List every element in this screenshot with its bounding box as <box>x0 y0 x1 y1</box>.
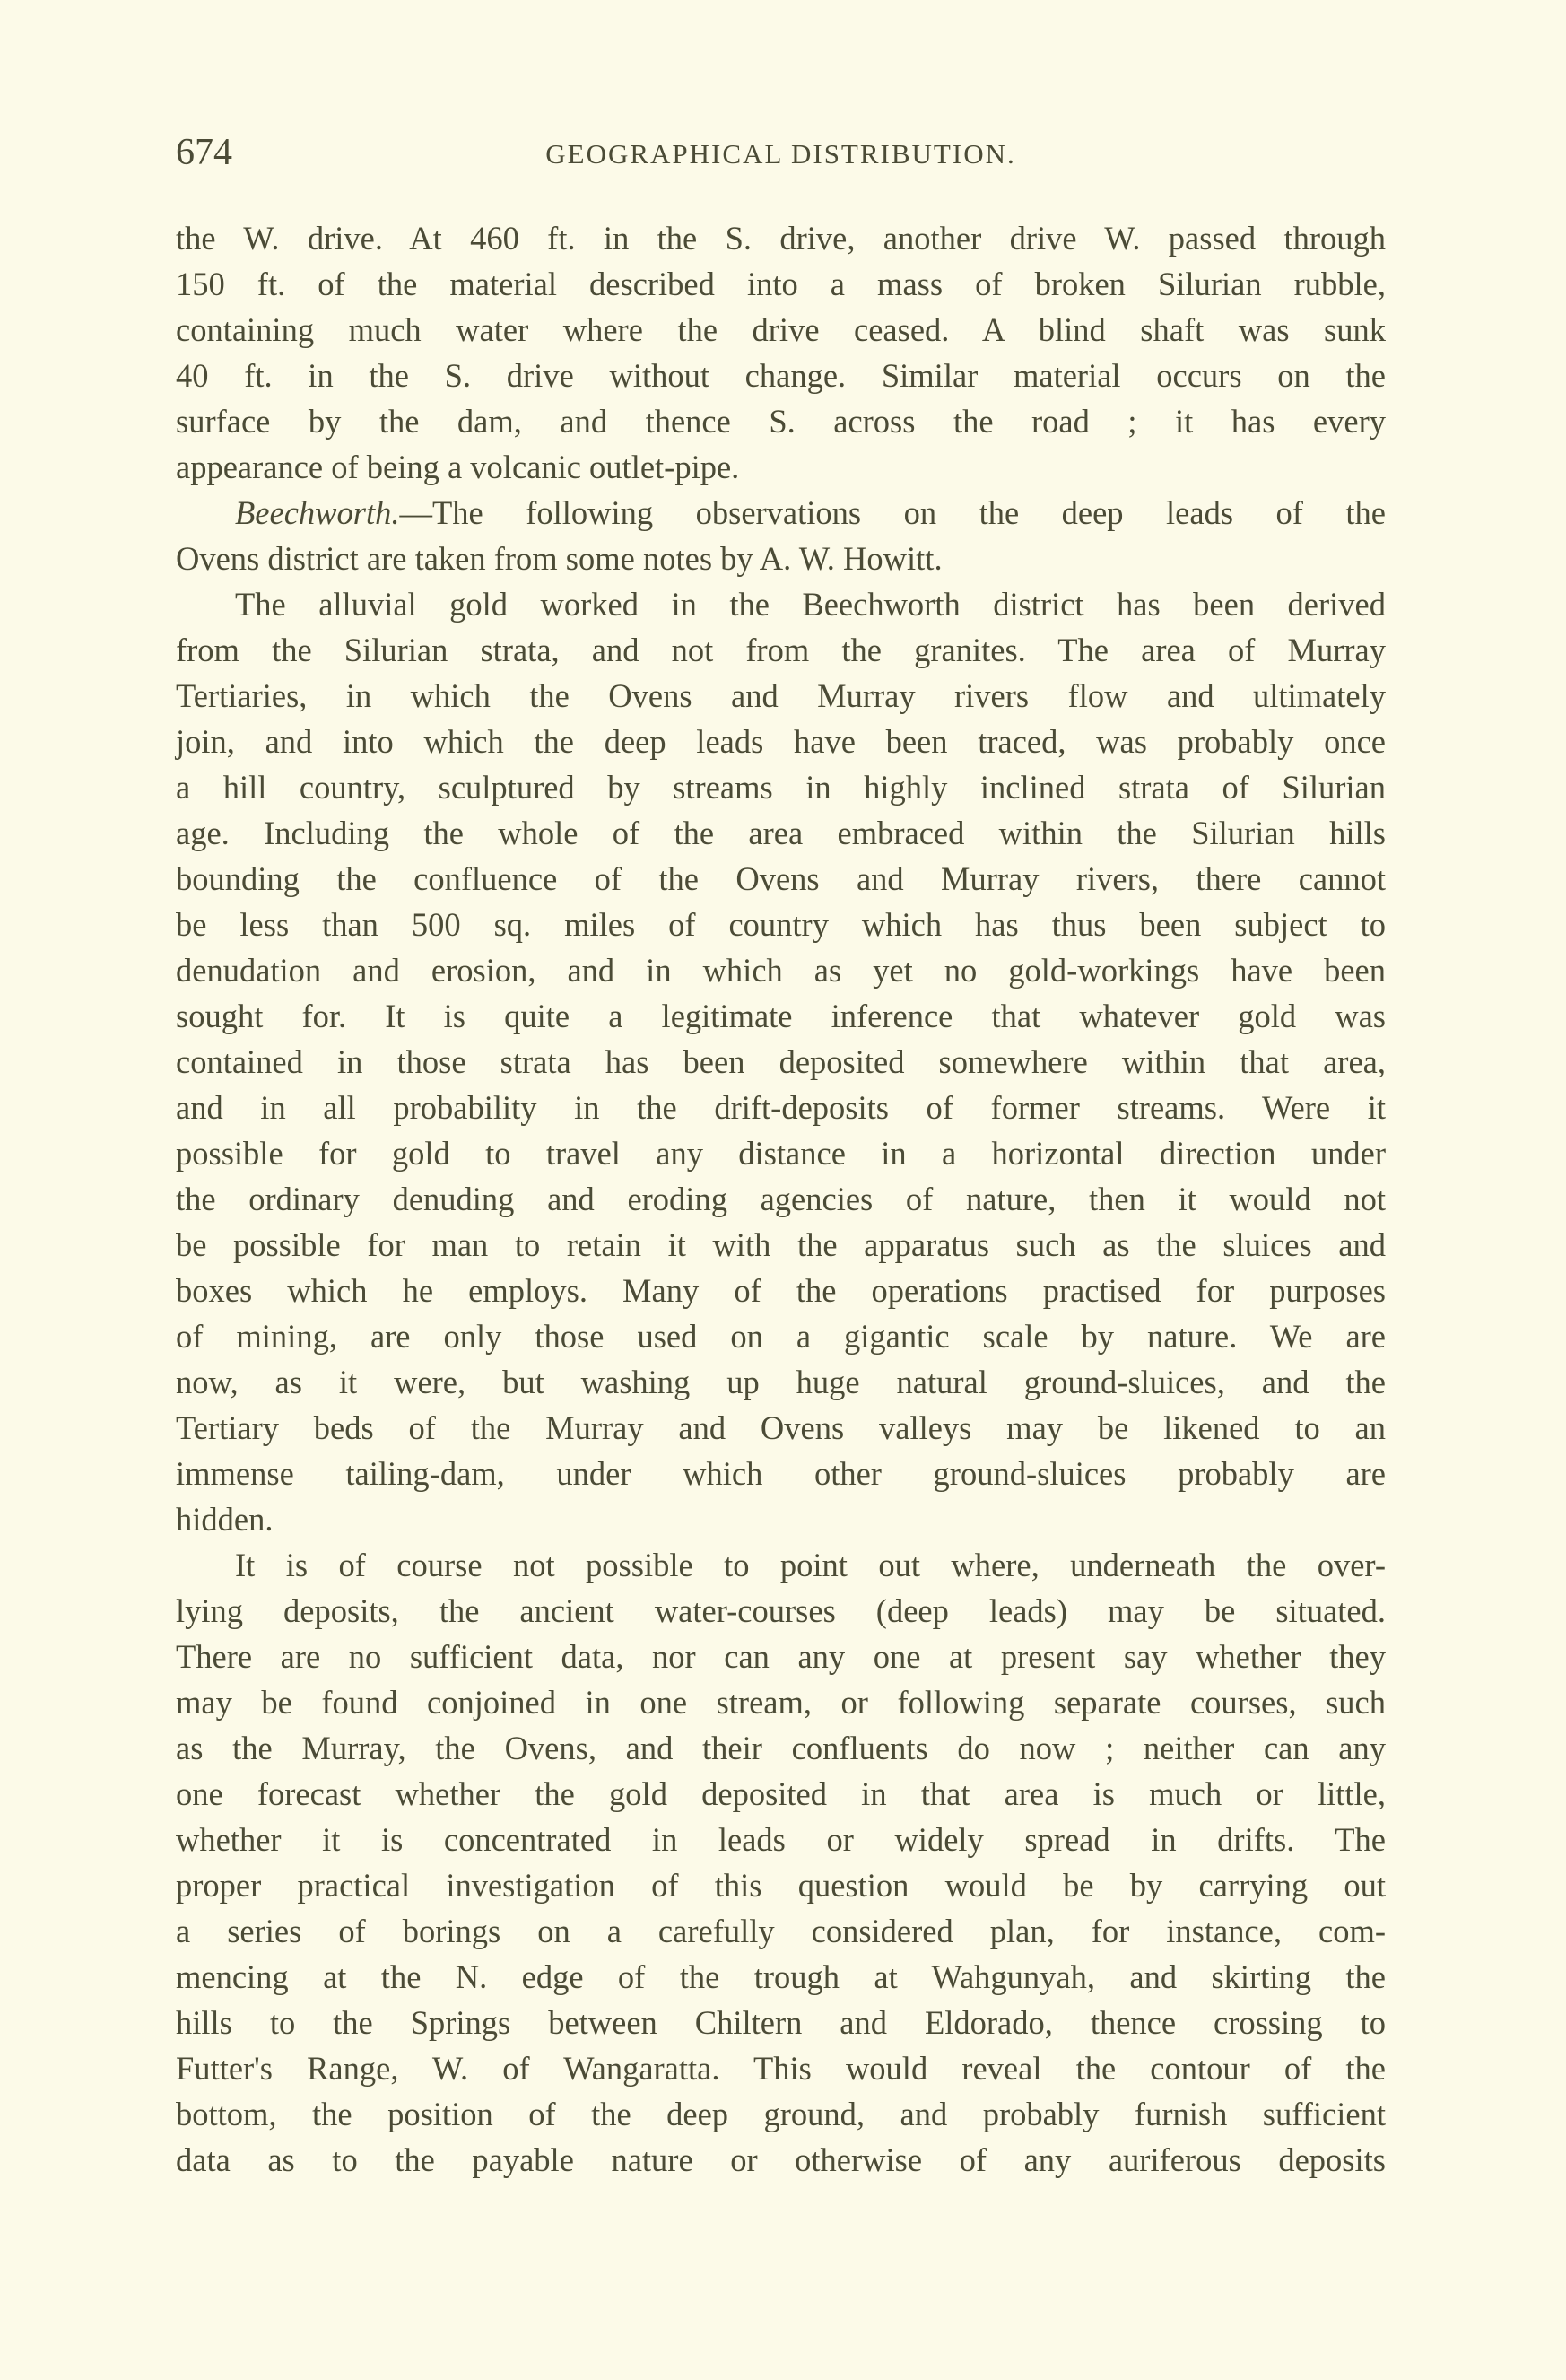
text-line: Tertiaries, in which the Ovens and Murray rivers flow and ultimately <box>176 677 1386 714</box>
paragraph <box>176 581 1386 1542</box>
text-line: containing much water where the drive ceased. A blind shaft was sunk <box>176 311 1386 348</box>
body-text <box>176 215 1386 2183</box>
text-line: denudation and erosion, and in which as yet no gold-workings have been <box>176 952 1386 989</box>
text-line: 150 ft. of the material described into a mass of broken Silurian rubble, <box>176 266 1386 302</box>
paragraph <box>176 1542 1386 2183</box>
text-line: Futter's Range, W. of Wangaratta. This would reveal the contour of the <box>176 2050 1386 2087</box>
text-line: and in all probability in the drift-deposits of former streams. Were it <box>176 1089 1386 1126</box>
text-line: boxes which he employs. Many of the operations practised for purposes <box>176 1272 1386 1309</box>
text-line: mencing at the N. edge of the trough at Wahgunyah, and skirting the <box>176 1958 1386 1995</box>
text-line: a series of borings on a carefully considered plan, for instance, com- <box>176 1913 1386 1949</box>
text-line: hills to the Springs between Chiltern and Eldorado, thence crossing to <box>176 2004 1386 2041</box>
text-line: immense tailing-dam, under which other ground-sluices probably are <box>176 1455 1386 1492</box>
section-lead-in: Beechworth. <box>235 494 400 531</box>
text-line: data as to the payable nature or otherwise of any auriferous deposits <box>176 2141 1386 2178</box>
text-line: from the Silurian strata, and not from the granites. The area of Murray <box>176 632 1386 668</box>
paragraph <box>176 490 1386 581</box>
text-line: lying deposits, the ancient water-courses (deep leads) may be situated. <box>176 1592 1386 1629</box>
text-line: appearance of being a volcanic outlet-pipe. <box>176 449 740 485</box>
text-line: 40 ft. in the S. drive without change. Similar material occurs on the <box>176 357 1386 394</box>
text-line <box>176 490 1386 536</box>
text-line: as the Murray, the Ovens, and their confluents do now ; neither can any <box>176 1730 1386 1766</box>
text-line: sought for. It is quite a legitimate inference that whatever gold was <box>176 998 1386 1034</box>
paragraph <box>176 215 1386 490</box>
text-line: Tertiary beds of the Murray and Ovens valleys may be likened to an <box>176 1409 1386 1446</box>
text-line: hidden. <box>176 1501 274 1538</box>
text-line: contained in those strata has been deposited somewhere within that area, <box>176 1043 1386 1080</box>
running-header <box>176 131 1386 174</box>
text-line: whether it is concentrated in leads or widely spread in drifts. The <box>176 1821 1386 1858</box>
text-line: join, and into which the deep leads have been traced, was probably once <box>176 723 1386 760</box>
text-line: may be found conjoined in one stream, or following separate courses, such <box>176 1684 1386 1721</box>
page-number: 674 <box>176 132 232 173</box>
text-line: the W. drive. At 460 ft. in the S. drive, another drive W. passed through <box>176 220 1386 257</box>
text-line: age. Including the whole of the area embraced within the Silurian hills <box>176 815 1386 851</box>
text-line: There are no sufficient data, nor can any one at present say whether they <box>176 1638 1386 1675</box>
text-line: Ovens district are taken from some notes by A. W. Howitt. <box>176 540 943 577</box>
text-line: It is of course not possible to point out where, underneath the over- <box>235 1547 1386 1583</box>
text-line: now, as it were, but washing up huge natural ground-sluices, and the <box>176 1364 1386 1400</box>
text-line: proper practical investigation of this question would be by carrying out <box>176 1867 1386 1904</box>
text-line: The alluvial gold worked in the Beechworth district has been derived <box>235 586 1386 623</box>
text-line: be less than 500 sq. miles of country which has thus been subject to <box>176 906 1386 943</box>
text-line: possible for gold to travel any distance in a horizontal direction under <box>176 1135 1386 1172</box>
text-line: bottom, the position of the deep ground, and probably furnish sufficient <box>176 2096 1386 2132</box>
text-line: a hill country, sculptured by streams in highly inclined strata of Silurian <box>176 769 1386 806</box>
running-title: GEOGRAPHICAL DISTRIBUTION. <box>545 138 1016 170</box>
text-line: bounding the confluence of the Ovens and Murray rivers, there cannot <box>176 860 1386 897</box>
text-line: surface by the dam, and thence S. across the road ; it has every <box>176 403 1386 440</box>
text-line: one forecast whether the gold deposited in that area is much or little, <box>176 1775 1386 1812</box>
text-line: the ordinary denuding and eroding agencies of nature, then it would not <box>176 1181 1386 1217</box>
text-line: of mining, are only those used on a gigantic scale by nature. We are <box>176 1318 1386 1355</box>
text-line: be possible for man to retain it with the apparatus such as the sluices and <box>176 1226 1386 1263</box>
text-line-rest: —The following observations on the deep leads of the <box>399 494 1386 531</box>
